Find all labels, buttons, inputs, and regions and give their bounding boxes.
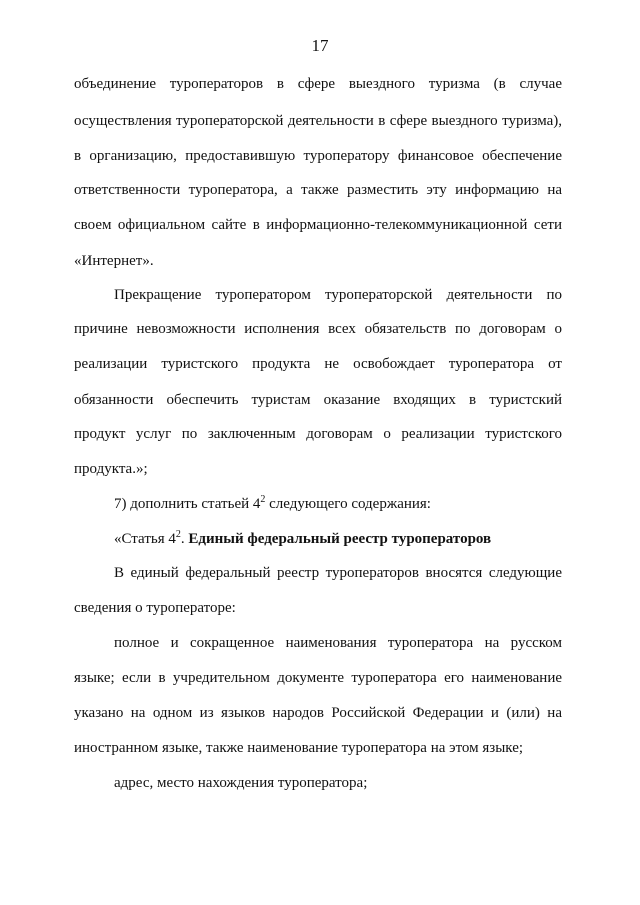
text-line: сведения о туроператоре: <box>74 600 236 616</box>
text-line: полное и сокращенное наименования туроператора на русском <box>114 635 562 651</box>
text-line: осуществления туроператорской деятельности в сфере выездного туризма), <box>74 113 562 129</box>
text-line: причине невозможности исполнения всех обязательств по договорам о <box>74 321 562 337</box>
text-line: адрес, место нахождения туроператора; <box>114 775 368 791</box>
superscript: 2 <box>260 494 266 505</box>
text-line: В единый федеральный реестр туроператоров вносятся следующие <box>114 565 562 581</box>
page-number: 17 <box>311 36 329 55</box>
amendment-text-end: следующего содержания: <box>265 496 431 512</box>
text-line: ответственности туроператора, а также разместить эту информацию на <box>74 182 562 198</box>
text-line: реализации туристского продукта не освобождает туроператора от <box>74 356 562 372</box>
text-line: объединение туроператоров в сфере выездного туризма (в случае <box>74 76 562 92</box>
text-line: Прекращение туроператором туроператорской деятельности по <box>114 287 562 303</box>
text-line: продукта.»; <box>74 461 148 477</box>
amendment-text: 7) дополнить статьей 4 <box>114 496 261 512</box>
article-title: Единый федеральный реестр туроператоров <box>188 531 492 547</box>
article-number: «Статья 4 <box>114 531 176 547</box>
text-line: в организацию, предоставившую туроператору финансовое обеспечение <box>74 148 562 164</box>
amendment-line <box>114 494 431 514</box>
text-line: продукт услуг по заключенным договорам о реализации туристского <box>74 426 562 442</box>
superscript: 2 <box>175 529 181 540</box>
text-line: языке; если в учредительном документе туроператора его наименование <box>74 670 562 686</box>
article-heading <box>114 529 491 549</box>
text-line: своем официальном сайте в информационно-телекоммуникационной сети <box>74 217 562 233</box>
article-punct: . <box>180 531 189 547</box>
text-line: обязанности обеспечить туристам оказание входящих в туристский <box>74 392 562 408</box>
text-line: «Интернет». <box>74 253 154 269</box>
text-line: иностранном языке, также наименование туроператора на этом языке; <box>74 740 524 756</box>
text-line: указано на одном из языков народов Российской Федерации и (или) на <box>74 705 562 721</box>
